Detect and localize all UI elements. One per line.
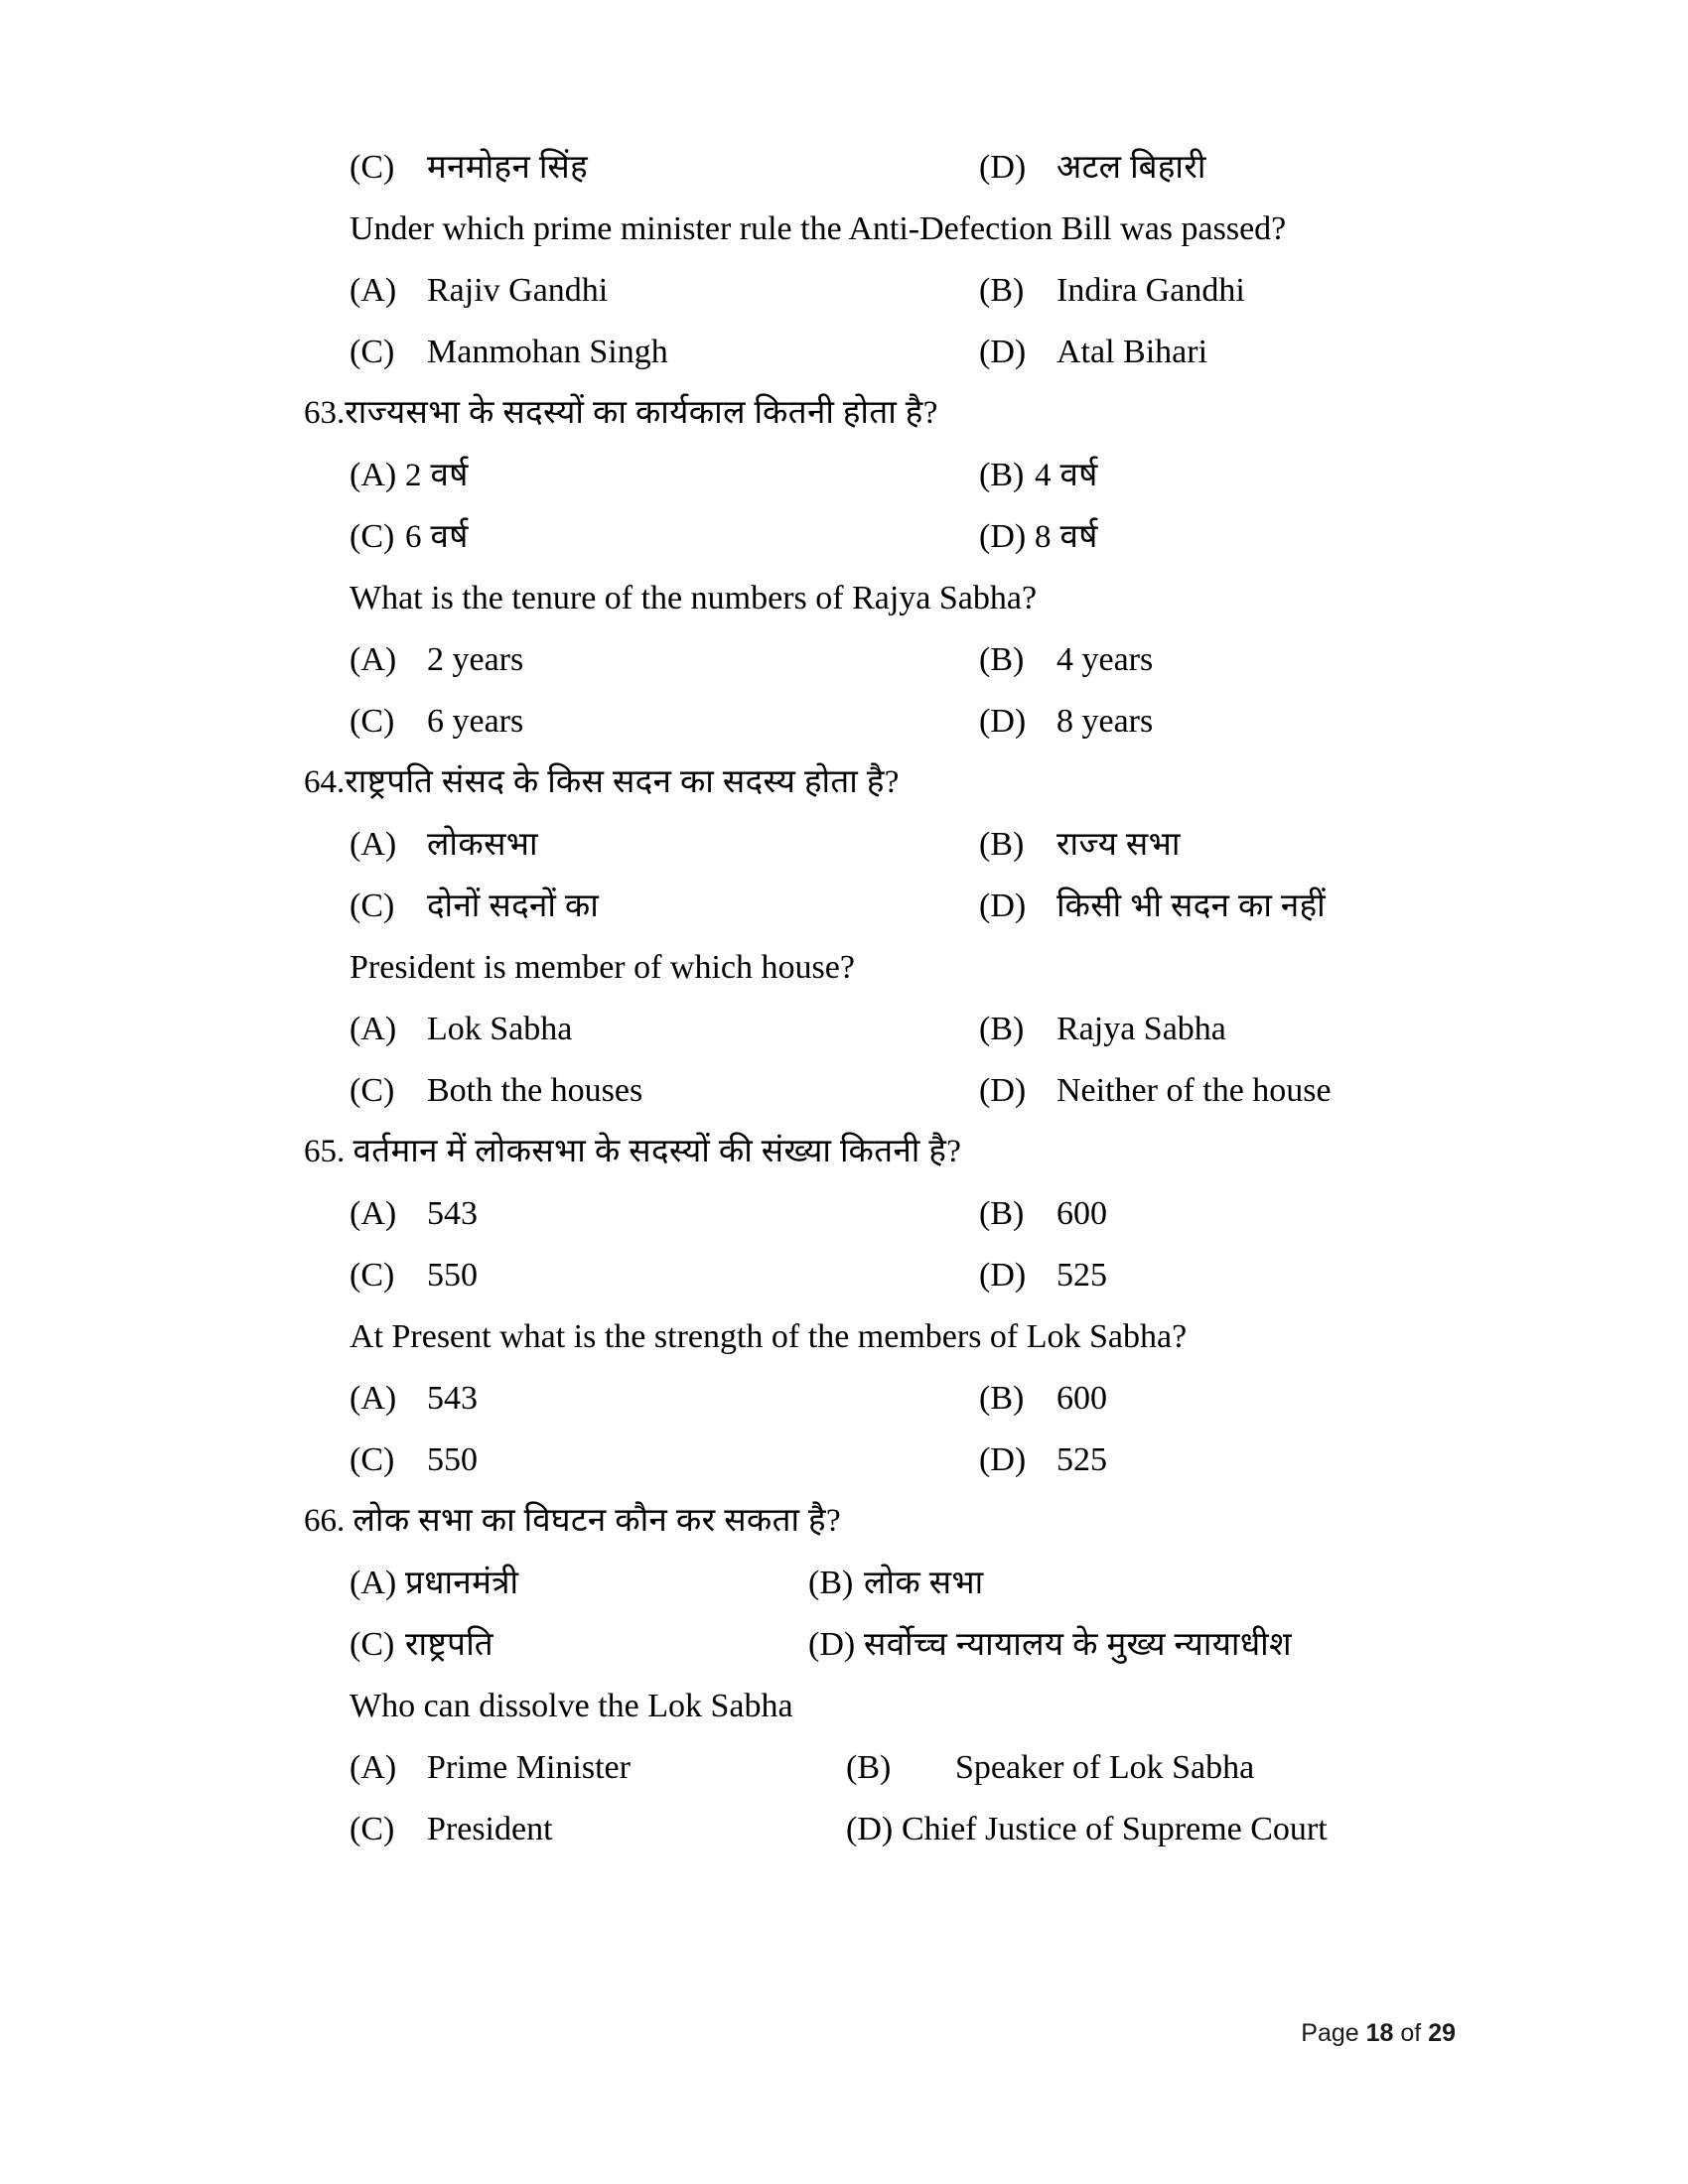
question-66-option-c-hindi[interactable] (350, 1628, 808, 1662)
option-text-c: 550 (427, 1441, 478, 1478)
option-label-a: (A) (350, 1380, 397, 1417)
option-label-c: (C) (350, 887, 395, 924)
question-66-stem-hindi (304, 1505, 1426, 1567)
question-63-options-hindi-cd (304, 520, 1426, 582)
page-footer (1301, 2019, 1456, 2048)
question-65-options-hindi-cd (304, 1259, 1426, 1320)
option-text-a: 2 वर्ष (405, 458, 469, 493)
question-65-stem-english: At Present what is the strength of the members of Lok Sabha? (350, 1318, 1188, 1355)
question-64-options-hindi-cd (304, 889, 1426, 951)
question-64-option-c-hindi[interactable] (350, 889, 979, 923)
question-stem-english-carryover: Under which prime minister rule the Anti-Defection Bill was passed? (350, 210, 1287, 247)
option-text-a: 2 years (427, 641, 524, 678)
option-text-a: 543 (427, 1380, 478, 1417)
option-label-d: (D) (979, 887, 1027, 924)
option-text-a: Lok Sabha (427, 1011, 573, 1047)
option-text-d: Chief Justice of Supreme Court (902, 1811, 1328, 1847)
option-label-b: (B) (808, 1565, 854, 1601)
option-text-b: Speaker of Lok Sabha (955, 1749, 1255, 1786)
footer-page-prefix: Page (1301, 2019, 1366, 2047)
question-63-options-hindi-ab (304, 459, 1426, 520)
question-64-option-c-english[interactable] (350, 1074, 979, 1108)
question-63-option-d-english[interactable] (979, 705, 1426, 739)
option-carryover-en-c[interactable] (350, 336, 979, 369)
question-63-option-a-hindi[interactable] (350, 459, 979, 492)
option-text-d: अटल बिहारी (1056, 150, 1206, 186)
question-65-options-hindi-ab (304, 1197, 1426, 1259)
question-65-option-d-english[interactable] (979, 1443, 1426, 1477)
question-65-option-a-hindi[interactable] (350, 1197, 979, 1231)
question-63-option-d-hindi[interactable] (979, 520, 1426, 554)
option-label-c: (C) (350, 1811, 395, 1847)
question-64-stem-hindi (304, 766, 1426, 828)
option-label-a: (A) (350, 1749, 397, 1786)
option-label-a: (A) (350, 1195, 397, 1232)
question-63-stem-hindi (304, 397, 1426, 459)
question-66-option-a-english[interactable] (350, 1751, 846, 1785)
option-label-b: (B) (979, 457, 1025, 493)
option-carryover-c[interactable] (350, 151, 979, 185)
option-text-c: President (427, 1811, 553, 1847)
option-text-d: 525 (1056, 1441, 1107, 1478)
option-label-b: (B) (979, 641, 1025, 678)
option-label-b: (B) (979, 1380, 1025, 1417)
option-text-c: Both the houses (427, 1072, 643, 1109)
question-number-66: 66. (304, 1503, 353, 1539)
option-text-c: 6 years (427, 703, 524, 740)
option-label-c: (C) (350, 703, 395, 740)
option-text-d: Neither of the house (1056, 1072, 1332, 1109)
option-carryover-en-b[interactable] (979, 274, 1426, 308)
option-label-c: (C) (350, 1441, 395, 1478)
question-66-option-a-hindi[interactable] (350, 1567, 808, 1600)
option-text-a: 543 (427, 1195, 478, 1232)
option-text-d: 525 (1056, 1257, 1107, 1294)
question-65-text-hindi: वर्तमान में लोकसभा के सदस्यों की संख्या कितनी है? (352, 1134, 962, 1169)
question-64-option-d-hindi[interactable] (979, 889, 1426, 923)
option-text-b: लोक सभा (864, 1566, 984, 1601)
option-text-c: Manmohan Singh (427, 334, 668, 370)
option-label-d: (D) (846, 1811, 894, 1847)
option-row-carryover-en-ab (304, 274, 1426, 336)
question-64-stem-english: President is member of which house? (350, 949, 855, 986)
question-63-options-english-ab (304, 643, 1426, 705)
question-number-65: 65. (304, 1134, 353, 1169)
question-63-text-hindi: राज्यसभा के सदस्यों का कार्यकाल कितनी होता है? (345, 395, 938, 431)
option-text-d: सर्वोच्च न्यायालय के मुख्य न्यायाधीश (864, 1627, 1292, 1663)
option-text-c: मनमोहन सिंह (427, 150, 588, 186)
option-label-b: (B) (979, 826, 1025, 863)
option-label-d: (D) (979, 334, 1027, 370)
option-label-a: (A) (350, 272, 397, 309)
question-65-option-d-hindi[interactable] (979, 1259, 1426, 1293)
footer-page-number: 18 (1365, 2019, 1394, 2047)
option-label-d: (D) (979, 518, 1027, 555)
option-label-c: (C) (350, 1626, 395, 1663)
question-66-option-c-english[interactable] (350, 1813, 846, 1846)
option-text-b: 600 (1056, 1195, 1107, 1232)
question-63-option-b-english[interactable] (979, 643, 1426, 677)
question-65-options-english-cd (304, 1443, 1426, 1505)
footer-page-total: 29 (1428, 2019, 1456, 2047)
option-text-b: 4 years (1056, 641, 1154, 678)
option-carryover-en-a[interactable] (350, 274, 979, 308)
question-66-option-d-english[interactable] (846, 1813, 1426, 1846)
question-64-options-hindi-ab (304, 828, 1426, 889)
question-66-text-hindi: लोक सभा का विघटन कौन कर सकता है? (352, 1503, 842, 1539)
question-65-option-c-english[interactable] (350, 1443, 979, 1477)
option-label-b: (B) (979, 272, 1025, 309)
option-carryover-en-d[interactable] (979, 336, 1426, 369)
question-64-option-b-english[interactable] (979, 1013, 1426, 1046)
option-label-c: (C) (350, 149, 395, 186)
option-text-c: राष्ट्रपति (405, 1627, 494, 1663)
option-text-c: 6 वर्ष (405, 519, 469, 555)
option-label-a: (A) (350, 457, 397, 493)
question-64-option-b-hindi[interactable] (979, 828, 1426, 862)
option-label-d: (D) (979, 1257, 1027, 1294)
option-label-b: (B) (979, 1195, 1025, 1232)
option-label-d: (D) (979, 703, 1027, 740)
question-66-option-b-english[interactable] (846, 1751, 1426, 1785)
option-label-b: (B) (979, 1011, 1025, 1047)
option-text-b: 600 (1056, 1380, 1107, 1417)
question-65-option-b-english[interactable] (979, 1382, 1426, 1416)
question-66-option-b-hindi[interactable] (808, 1567, 1426, 1600)
question-64-options-english-ab (304, 1013, 1426, 1074)
question-66-options-english-ab (304, 1751, 1426, 1813)
option-text-c: दोनों सदनों का (427, 888, 600, 924)
option-carryover-d[interactable] (979, 151, 1426, 185)
option-label-d: (D) (979, 149, 1027, 186)
question-63-option-b-hindi[interactable] (979, 459, 1426, 492)
question-64-option-a-hindi[interactable] (350, 828, 979, 862)
question-66-option-d-hindi[interactable] (808, 1628, 1426, 1662)
question-64-text-hindi: राष्ट्रपति संसद के किस सदन का सदस्य होता है? (345, 764, 900, 800)
question-66-options-hindi-cd (304, 1628, 1426, 1690)
option-text-b: Indira Gandhi (1056, 272, 1245, 309)
option-label-c: (C) (350, 1257, 395, 1294)
option-label-d: (D) (979, 1441, 1027, 1478)
question-66-options-hindi-ab (304, 1567, 1426, 1628)
question-65-option-b-hindi[interactable] (979, 1197, 1426, 1231)
question-66-stem-english: Who can dissolve the Lok Sabha (350, 1688, 793, 1724)
question-65-stem-hindi (304, 1136, 1426, 1197)
option-text-a: प्रधानमंत्री (405, 1566, 519, 1601)
option-text-a: Rajiv Gandhi (427, 272, 609, 309)
option-text-b: 4 वर्ष (1035, 458, 1098, 493)
question-63-option-a-english[interactable] (350, 643, 979, 677)
option-text-d: 8 वर्ष (1035, 519, 1098, 555)
option-label-a: (A) (350, 1565, 397, 1601)
question-number-63: 63. (304, 395, 346, 431)
option-label-a: (A) (350, 1011, 397, 1047)
option-text-c: 550 (427, 1257, 478, 1294)
question-64-option-a-english[interactable] (350, 1013, 979, 1046)
question-64-options-english-cd (304, 1074, 1426, 1136)
option-text-a: लोकसभा (427, 827, 538, 863)
option-label-a: (A) (350, 641, 397, 678)
option-label-b: (B) (846, 1749, 892, 1786)
question-63-option-c-english[interactable] (350, 705, 979, 739)
option-text-b: Rajya Sabha (1056, 1011, 1226, 1047)
question-65-options-english-ab (304, 1382, 1426, 1443)
question-63-option-c-hindi[interactable] (350, 520, 979, 554)
option-row-carryover-en-cd (304, 336, 1426, 397)
question-65-option-c-hindi[interactable] (350, 1259, 979, 1293)
option-text-a: Prime Minister (427, 1749, 631, 1786)
option-label-c: (C) (350, 334, 395, 370)
question-66-options-english-cd (304, 1813, 1426, 1874)
option-label-c: (C) (350, 1072, 395, 1109)
page-content (304, 151, 1426, 1874)
option-label-a: (A) (350, 826, 397, 863)
question-63-options-english-cd (304, 705, 1426, 766)
option-text-b: राज्य सभा (1056, 827, 1181, 863)
question-65-option-a-english[interactable] (350, 1382, 979, 1416)
question-63-stem-english: What is the tenure of the numbers of Rajya Sabha? (350, 580, 1038, 616)
option-text-d: किसी भी सदन का नहीं (1056, 888, 1327, 924)
option-text-d: 8 years (1056, 703, 1154, 740)
option-text-d: Atal Bihari (1056, 334, 1208, 370)
option-label-d: (D) (808, 1626, 856, 1663)
option-label-d: (D) (979, 1072, 1027, 1109)
option-label-c: (C) (350, 518, 395, 555)
question-number-64: 64. (304, 764, 346, 800)
question-64-option-d-english[interactable] (979, 1074, 1426, 1108)
footer-page-middle: of (1393, 2019, 1429, 2047)
option-row-carryover-cd (304, 151, 1426, 212)
